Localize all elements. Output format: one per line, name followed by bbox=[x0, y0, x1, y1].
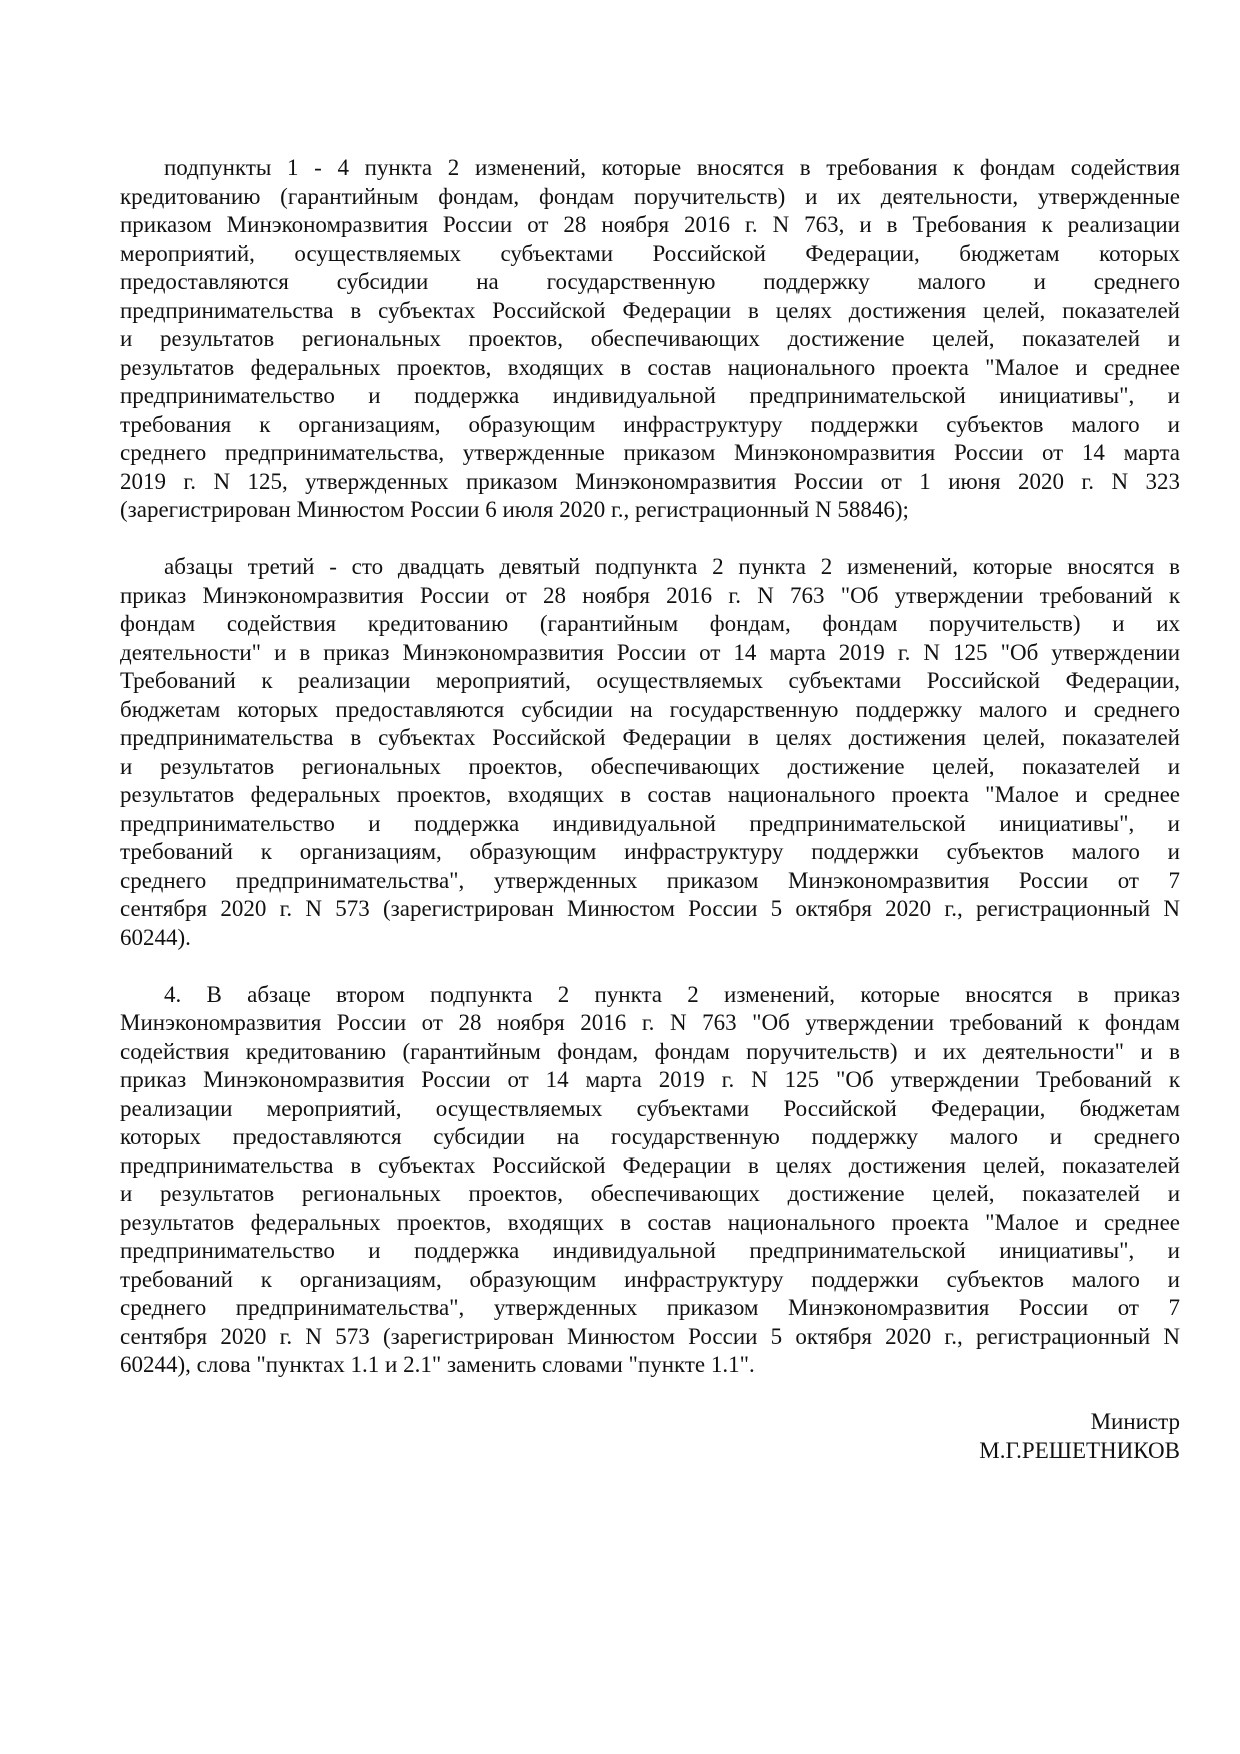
text-line: результатов федеральных проектов, входящих в состав национального проекта "Малое и среднее bbox=[120, 1209, 1180, 1235]
text-line: и результатов региональных проектов, обеспечивающих достижение целей, показателей и bbox=[120, 326, 1180, 351]
text-line: результатов федеральных проектов, входящих в состав национального проекта "Малое и среднее bbox=[120, 782, 1180, 807]
text-line: Требований к реализации мероприятий, осуществляемых субъектами Российской Федерации, bbox=[120, 668, 1180, 693]
paragraph bbox=[120, 981, 1180, 1380]
paragraph bbox=[120, 154, 1180, 525]
text-line: требований к организациям, образующим инфраструктуру поддержки субъектов малого и bbox=[120, 839, 1180, 864]
text-line: предпринимательство и поддержка индивидуальной предпринимательской инициативы", и bbox=[120, 1238, 1180, 1263]
text-line: деятельности" и в приказ Минэкономразвития России от 14 марта 2019 г. N 125 "Об утверждении bbox=[120, 639, 1180, 665]
text-line: 2019 г. N 125, утвержденных приказом Минэкономразвития России от 1 июня 2020 г. N 323 bbox=[120, 468, 1180, 494]
text-line: и результатов региональных проектов, обеспечивающих достижение целей, показателей и bbox=[120, 1181, 1180, 1206]
text-line: реализации мероприятий, осуществляемых субъектами Российской Федерации, бюджетам bbox=[120, 1095, 1180, 1121]
text-line: содействия кредитованию (гарантийным фондам, фондам поручительств) и их деятельности" и в bbox=[120, 1038, 1180, 1064]
text-line: результатов федеральных проектов, входящих в состав национального проекта "Малое и среднее bbox=[120, 354, 1180, 380]
signatory-position: Министр bbox=[1090, 1409, 1180, 1434]
text-line: и результатов региональных проектов, обеспечивающих достижение целей, показателей и bbox=[120, 753, 1180, 779]
text-line: предоставляются субсидии на государственную поддержку малого и среднего bbox=[120, 269, 1180, 294]
text-line: которых предоставляются субсидии на государственную поддержку малого и среднего bbox=[120, 1124, 1180, 1149]
text-line: требований к организациям, образующим инфраструктуру поддержки субъектов малого и bbox=[120, 1266, 1180, 1292]
text-line: среднего предпринимательства", утвержденных приказом Минэкономразвития России от 7 bbox=[120, 867, 1180, 893]
text-line: абзацы третий - сто двадцать девятый подпункта 2 пункта 2 изменений, которые вносятся в bbox=[164, 554, 1180, 579]
text-line: среднего предпринимательства", утвержденных приказом Минэкономразвития России от 7 bbox=[120, 1295, 1180, 1320]
text-line: бюджетам которых предоставляются субсидии на государственную поддержку малого и среднего bbox=[120, 696, 1180, 722]
text-line: подпункты 1 - 4 пункта 2 изменений, которые вносятся в требования к фондам содействия bbox=[164, 155, 1180, 180]
text-line: приказом Минэкономразвития России от 28 ноября 2016 г. N 763, и в Требования к реализации bbox=[120, 212, 1180, 237]
text-line: Минэкономразвития России от 28 ноября 2016 г. N 763 "Об утверждении требований к фондам bbox=[120, 1010, 1180, 1035]
text-line: мероприятий, осуществляемых субъектами Российской Федерации, бюджетам которых bbox=[120, 240, 1180, 266]
text-line: предпринимательства в субъектах Российской Федерации в целях достижения целей, показателей bbox=[120, 725, 1180, 750]
document-body bbox=[120, 154, 1180, 1408]
text-line: фондам содействия кредитованию (гарантийным фондам, фондам поручительств) и их bbox=[120, 611, 1180, 636]
text-line: предпринимательство и поддержка индивидуальной предпринимательской инициативы", и bbox=[120, 383, 1180, 408]
text-line: сентября 2020 г. N 573 (зарегистрирован Минюстом России 5 октября 2020 г., регистрационный N bbox=[120, 1323, 1180, 1349]
text-line: 60244), слова "пунктах 1.1 и 2.1" заменить словами "пункте 1.1". bbox=[120, 1352, 755, 1377]
text-line: приказ Минэкономразвития России от 14 марта 2019 г. N 125 "Об утверждении Требований к bbox=[120, 1067, 1180, 1092]
text-line: 60244). bbox=[120, 924, 191, 950]
paragraph bbox=[120, 553, 1180, 952]
text-line: предпринимательства в субъектах Российской Федерации в целях достижения целей, показателей bbox=[120, 1152, 1180, 1178]
signatory-name: М.Г.РЕШЕТНИКОВ bbox=[979, 1437, 1180, 1463]
text-line: кредитованию (гарантийным фондам, фондам поручительств) и их деятельности, утвержденные bbox=[120, 183, 1180, 209]
text-line: сентября 2020 г. N 573 (зарегистрирован Минюстом России 5 октября 2020 г., регистрационный N bbox=[120, 896, 1180, 921]
text-line: предпринимательства в субъектах Российской Федерации в целях достижения целей, показателей bbox=[120, 297, 1180, 323]
text-line: приказ Минэкономразвития России от 28 ноября 2016 г. N 763 "Об утверждении требований к bbox=[120, 582, 1180, 608]
text-line: 4. В абзаце втором подпункта 2 пункта 2 изменений, которые вносятся в приказ bbox=[164, 981, 1180, 1007]
text-line: требования к организациям, образующим инфраструктуру поддержки субъектов малого и bbox=[120, 411, 1180, 437]
text-line: (зарегистрирован Минюстом России 6 июля 2020 г., регистрационный N 58846); bbox=[120, 497, 909, 522]
text-line: предпринимательство и поддержка индивидуальной предпринимательской инициативы", и bbox=[120, 810, 1180, 836]
text-line: среднего предпринимательства, утвержденные приказом Минэкономразвития России от 14 марта bbox=[120, 440, 1180, 465]
signature-block bbox=[979, 1408, 1180, 1465]
